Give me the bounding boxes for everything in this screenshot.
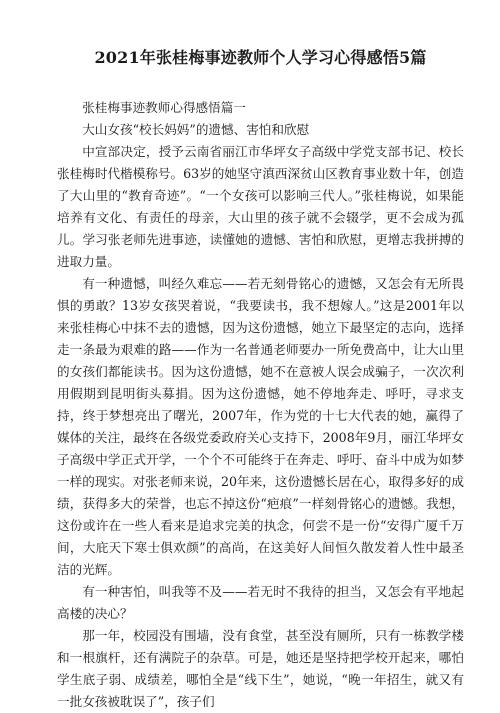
body-paragraph: 有一种害怕，叫我等不及——若无时不我待的担当，又怎会有平地起高楼的决心？ [57, 584, 464, 621]
section-subheading: 大山女孩“校长妈妈”的遗憾、害怕和欣慰 [82, 122, 310, 137]
body-paragraph: 那一年，校园没有围墙，没有食堂，甚至没有厕所，只有一栋教学楼和一根旗杆，还有满院子的杂草。可是，她还是坚持把学校开起来，哪怕学生底子弱、成绩差，哪怕全是“线下生”，她说，“晚一年招生，就又有一批女孩被耽误了”，孩子们 [57, 628, 464, 709]
body-paragraph: 有一种遗憾，叫经久难忘——若无刻骨铭心的遗憾，又怎会有无所畏惧的勇敢？13岁女孩哭着说，“我要读书，我不想嫁人。”这是2001年以来张桂梅心中抹不去的遗憾，因为这份遗憾，她立下最坚定的志向，选择走一条最为艰难的路——作为一名普通老师要办一所免费高中，让大山里的女孩们都能读书。因为这份遗憾，她不在意被人误会成骗子，一次次利用假期到昆明街头募捐。因为这份遗憾，她不停地奔走、呼吁，寻求支持，终于梦想亮出了曙光，2007年，作为党的十七大代表的她，赢得了媒体的关注，最终在各级党委政府关心支持下，2008年9月，丽江华坪女子高级中学正式开学，一个个不可能终于在奔走、呼吁、奋斗中成为如梦一样的现实。对张老师来说，20年来，这份遗憾长居在心，取得多好的成绩，获得多大的荣誉，也忘不掉这份“疤痕”一样刻骨铭心的遗憾。我想，这份或许在一些人看来是追求完美的执念，何尝不是一份“安得广厦千万间，大庇天下寒士俱欢颜”的高尚，在这美好人间恒久散发着人性中最圣洁的光辉。 [57, 276, 464, 577]
document-title: 2021年张桂梅事迹教师个人学习心得感悟5篇 [94, 48, 427, 67]
body-paragraph: 中宣部决定，授予云南省丽江市华坪女子高级中学党支部书记、校长张桂梅时代楷模称号。63岁的她坚守滇西深贫山区教育事业数十年，创造了大山里的“教育奇迹”。“一个女孩可以影响三代人。”张桂梅说，如果能培养有文化、有责任的母亲，大山里的孩子就不会辍学，更不会成为孤儿。学习张老师先进事迹，读懂她的遗憾、害怕和欣慰，更增志我拼搏的进取力量。 [57, 144, 464, 269]
section-heading: 张桂梅事迹教师心得感悟篇一 [82, 100, 246, 115]
